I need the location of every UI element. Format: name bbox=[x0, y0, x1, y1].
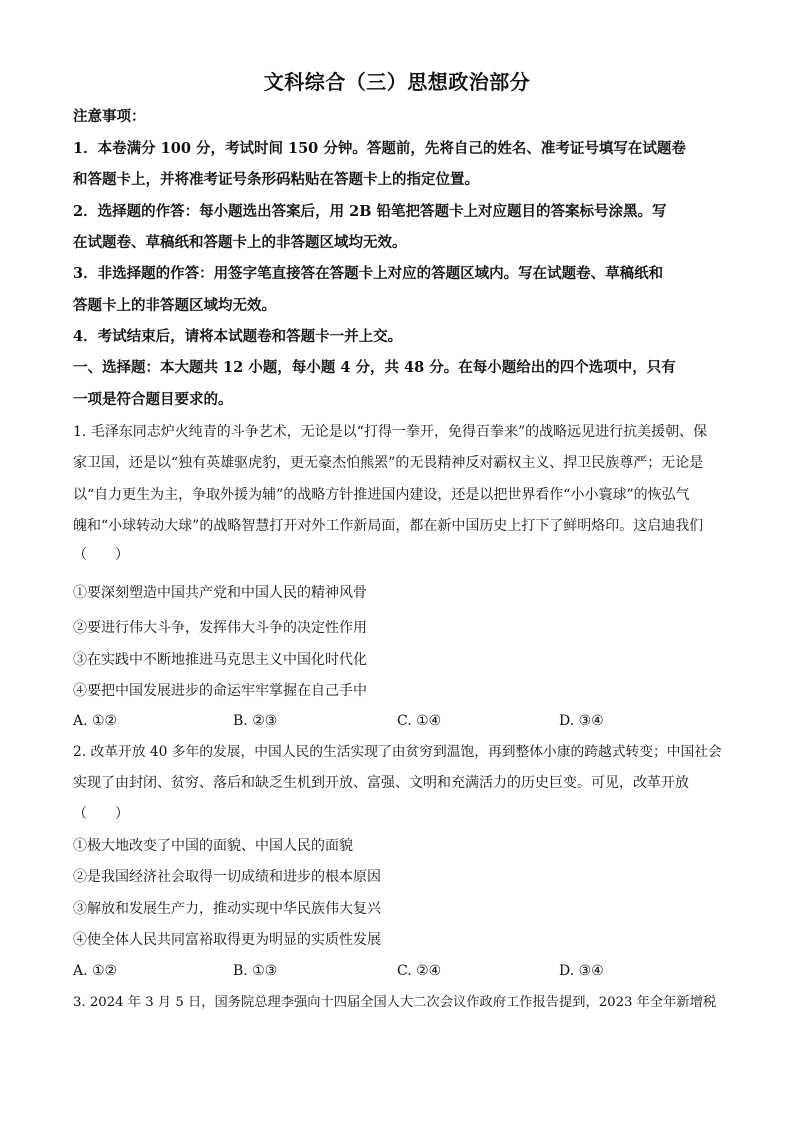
q2-option: ①极大地改变了中国的面貌、中国人民的面貌 bbox=[73, 838, 353, 854]
q1-option: ④要把中国发展进步的命运牢牢掌握在自己手中 bbox=[73, 683, 367, 699]
q1-stem-line: 魄和“小球转动大球”的战略智慧打开对外工作新局面，都在新中国历史上打下了鲜明烙印。这启迪我们 bbox=[73, 518, 704, 534]
page-title: 文科综合（三）思想政治部分 bbox=[263, 70, 531, 94]
q1-stem-line: 家卫国，还是以“独有英雄驱虎豹，更无豪杰怕熊罴”的无畏精神反对霸权主义、捍卫民族尊严；无论是 bbox=[73, 455, 704, 471]
note-line: 2．选择题的作答：每小题选出答案后，用 2B 铅笔把答题卡上对应题目的答案标号涂黑。写 bbox=[73, 203, 667, 220]
q1-choice-c: C. ①④ bbox=[397, 713, 442, 729]
q2-choice-d: D. ③④ bbox=[559, 963, 604, 979]
q1-option: ①要深刻塑造中国共产党和中国人民的精神风骨 bbox=[73, 585, 367, 601]
q1-choice-b: B. ②③ bbox=[233, 713, 278, 729]
note-line: 答题卡上的非答题区域均无效。 bbox=[73, 297, 276, 314]
note-line: 1．本卷满分 100 分，考试时间 150 分钟。答题前，先将自己的姓名、准考证号填写在试题卷 bbox=[73, 140, 686, 157]
notes-heading: 注意事项： bbox=[73, 108, 146, 125]
q2-choice-a: A. ①② bbox=[73, 963, 118, 979]
q2-choice-c: C. ②④ bbox=[397, 963, 442, 979]
q2-stem-line: 2. 改革开放 40 多年的发展，中国人民的生活实现了由贫穷到温饱，再到整体小康的跨越式转变；中国社会 bbox=[73, 744, 722, 760]
q1-option: ②要进行伟大斗争，发挥伟大斗争的决定性作用 bbox=[73, 620, 367, 636]
q1-stem-line: 以“自力更生为主，争取外援为辅”的战略方针推进国内建设，还是以把世界看作“小小寰球”的恢弘气 bbox=[73, 487, 690, 503]
section-heading: 一、选择题：本大题共 12 小题，每小题 4 分，共 48 分。在每小题给出的四个选项中，只有 bbox=[73, 359, 676, 376]
q1-answer-blank: （ ） bbox=[73, 547, 129, 563]
q2-stem-line: 实现了由封闭、贫穷、落后和缺乏生机到开放、富强、文明和充满活力的历史巨变。可见，改革开放 bbox=[73, 775, 689, 791]
q2-option: ③解放和发展生产力，推动实现中华民族伟大复兴 bbox=[73, 901, 381, 917]
q2-option: ④使全体人民共同富裕取得更为明显的实质性发展 bbox=[73, 932, 381, 948]
section-heading: 一项是符合题目要求的。 bbox=[73, 391, 233, 408]
note-line: 4．考试结束后，请将本试题卷和答题卡一并上交。 bbox=[73, 328, 403, 345]
note-line: 在试题卷、草稿纸和答题卡上的非答题区域均无效。 bbox=[73, 234, 407, 251]
q2-option: ②是我国经济社会取得一切成绩和进步的根本原因 bbox=[73, 869, 381, 885]
q1-choice-d: D. ③④ bbox=[559, 713, 604, 729]
note-line: 和答题卡上，并将准考证号条形码粘贴在答题卡上的指定位置。 bbox=[73, 171, 479, 188]
q1-stem-line: 1. 毛泽东同志炉火纯青的斗争艺术，无论是以“打得一拳开，免得百拳来”的战略远见进行抗美援朝、保 bbox=[73, 424, 708, 440]
q1-choice-a: A. ①② bbox=[73, 713, 118, 729]
q2-choice-b: B. ①③ bbox=[233, 963, 278, 979]
q1-option: ③在实践中不断地推进马克思主义中国化时代化 bbox=[73, 652, 367, 668]
q2-answer-blank: （ ） bbox=[73, 806, 129, 822]
q3-stem-line: 3. 2024 年 3 月 5 日，国务院总理李强向十四届全国人大二次会议作政府工作报告提到，2023 年全年新增税 bbox=[73, 995, 717, 1010]
note-line: 3．非选择题的作答：用签字笔直接答在答题卡上对应的答题区域内。写在试题卷、草稿纸和 bbox=[73, 265, 664, 282]
